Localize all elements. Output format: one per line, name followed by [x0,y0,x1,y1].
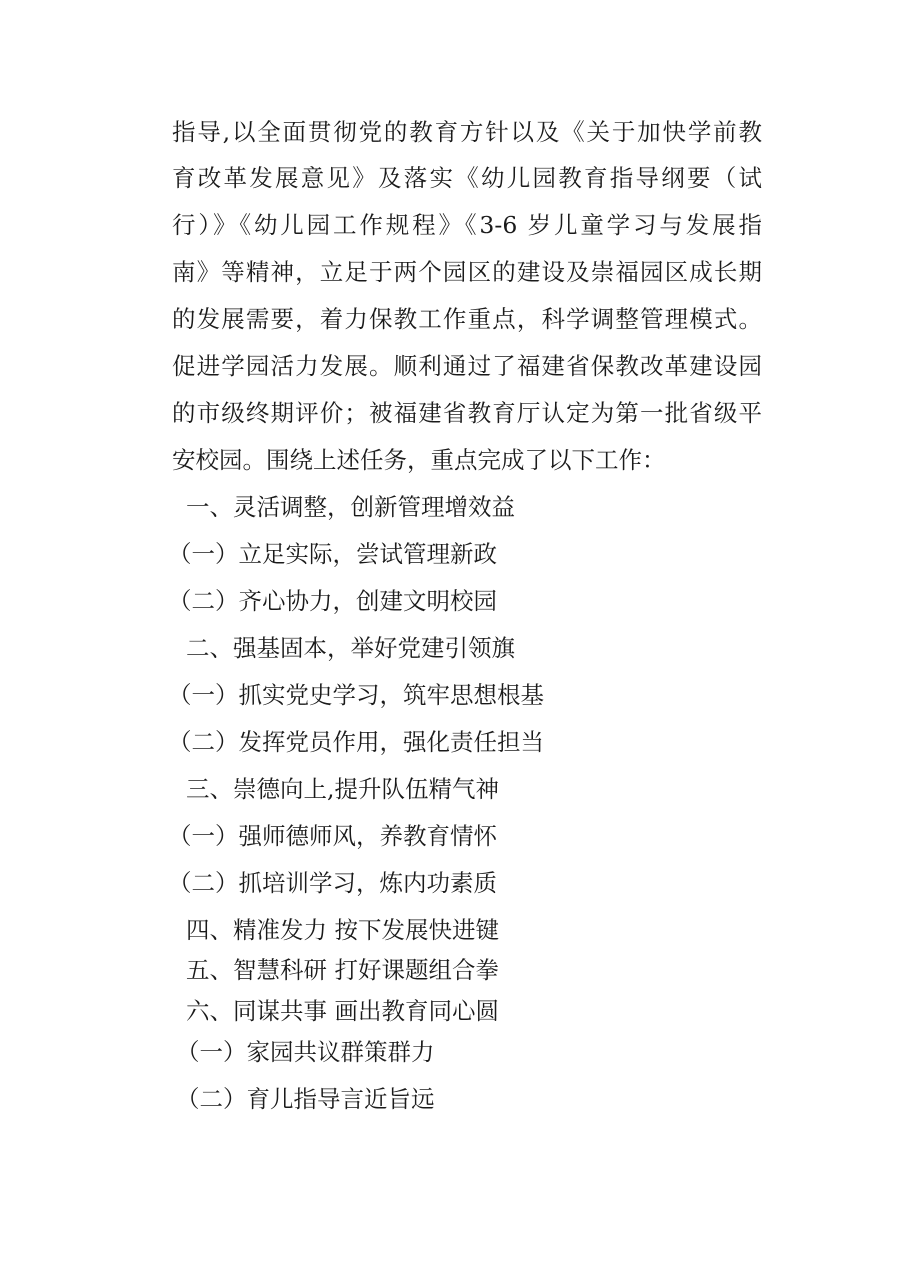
paragraph-line: 安校园。围绕上述任务，重点完成了以下工作： [172,446,666,474]
subsection-heading: （二）抓培训学习，炼内功素质 [168,869,497,897]
section-heading-4: 四、精准发力 按下发展快进键 [186,916,499,944]
paragraph-line: 指导,以全面贯彻党的教育方针以及《关于加快学前教 [172,118,762,146]
subsection-heading: （一）立足实际，尝试管理新政 [168,540,497,568]
paragraph-line: 育改革发展意见》及落实《幼儿园教育指导纲要（试 [172,164,762,192]
paragraph-line: 南》等精神，立足于两个园区的建设及崇福园区成长期 [172,258,762,286]
paragraph-line: 的市级终期评价；被福建省教育厅认定为第一批省级平 [172,399,762,427]
section-heading-1: 一、灵活调整，创新管理增效益 [186,493,515,521]
subsection-heading: （一）家园共议群策群力 [176,1038,435,1066]
subsection-heading: （二）发挥党员作用，强化责任担当 [168,728,544,756]
paragraph-line: 行）》《幼儿园工作规程》《3-6 岁儿童学习与发展指 [172,211,762,239]
section-heading-5: 五、智慧科研 打好课题组合拳 [186,956,499,984]
paragraph-line: 促进学园活力发展。顺利通过了福建省保教改革建设园 [172,352,762,380]
subsection-heading: （二）齐心协力，创建文明校园 [168,587,497,615]
subsection-heading: （一）抓实党史学习，筑牢思想根基 [168,681,544,709]
section-heading-3: 三、崇德向上,提升队伍精气神 [186,775,499,803]
subsection-heading: （一）强师德师风，养教育情怀 [168,822,497,850]
section-heading-2: 二、强基固本，举好党建引领旗 [186,634,515,662]
subsection-heading: （二）育儿指导言近旨远 [176,1085,435,1113]
paragraph-line: 的发展需要，着力保教工作重点，科学调整管理模式。 [172,305,762,333]
section-heading-6: 六、同谋共事 画出教育同心圆 [186,997,499,1025]
